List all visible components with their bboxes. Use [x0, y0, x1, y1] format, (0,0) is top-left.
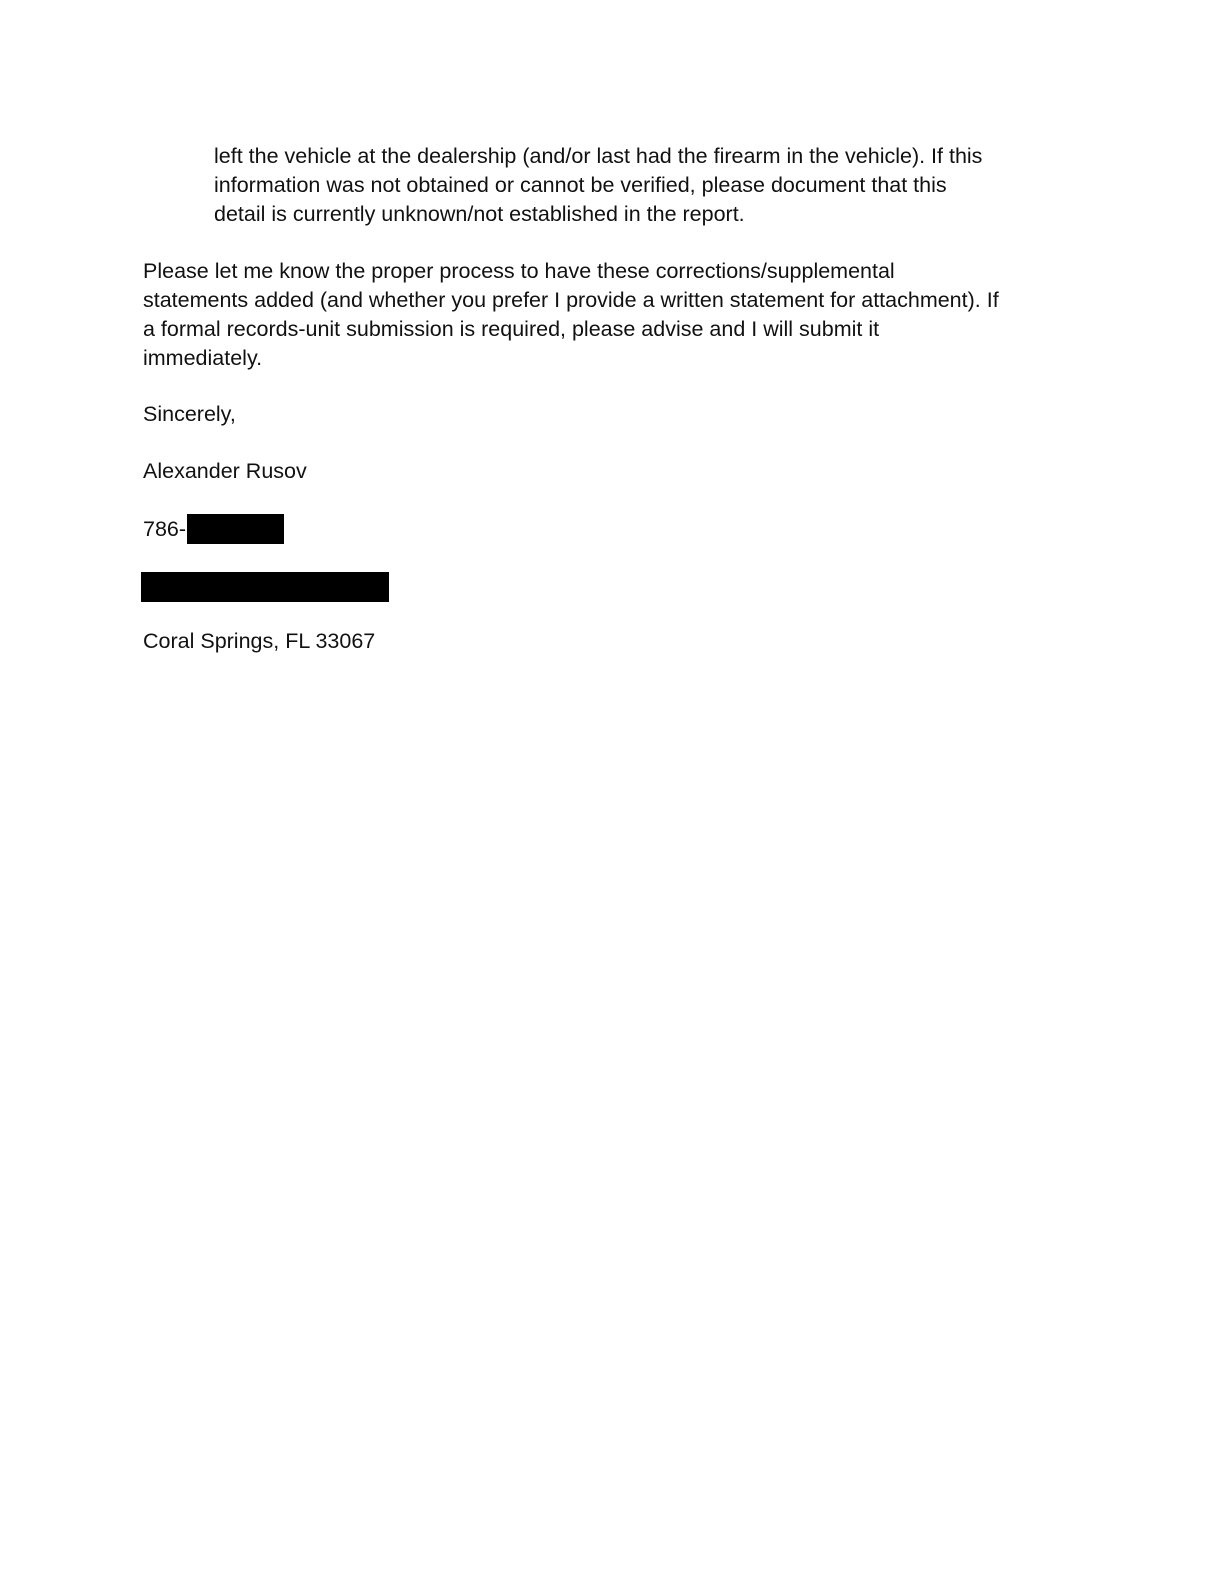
address-redaction-block	[141, 572, 389, 602]
phone-line	[143, 514, 284, 544]
phone-redaction-block	[187, 514, 284, 544]
city-state-zip: Coral Springs, FL 33067	[143, 629, 376, 653]
phone-prefix: 786-	[143, 516, 187, 541]
request-paragraph: Please let me know the proper process to have these corrections/supplemental statements added (and whether you prefer I provide a written statement for attachment). If a formal records-unit submission is required, please advise and I will submit it immediately.	[143, 259, 999, 370]
continued-list-item: left the vehicle at the dealership (and/or last had the firearm in the vehicle). If this information was not obtained or cannot be verified, please document that this detail is currently unknown/not established in the report.	[214, 144, 983, 226]
signer-name: Alexander Rusov	[143, 459, 307, 483]
closing-salutation: Sincerely,	[143, 402, 236, 426]
